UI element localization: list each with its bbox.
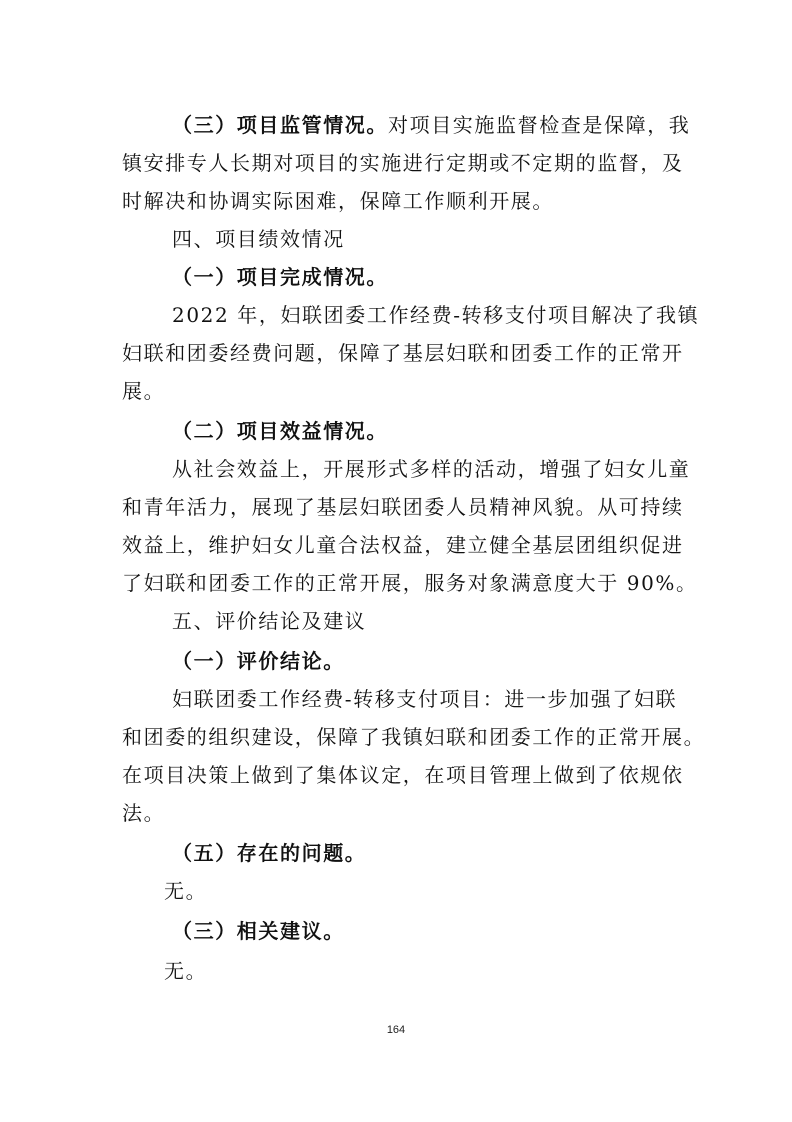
part-5-1-line-4: 法。 <box>122 801 166 825</box>
section-3-paragraph-line-3: 时解决和协调实际困难，保障工作顺利开展。 <box>122 189 554 213</box>
part-5-1-line-2: 和团委的组织建设，保障了我镇妇联和团委工作的正常开展。 <box>122 725 706 749</box>
section-3-paragraph-line-2: 镇安排专人长期对项目的实施进行定期或不定期的监督，及 <box>122 151 684 175</box>
part-4-title: 四、项目绩效情况 <box>172 227 345 251</box>
part-4-2-heading: （二）项目效益情况。 <box>172 419 388 443</box>
part-5-5-text: 无。 <box>164 879 208 903</box>
section-3-heading: （三）项目监管情况。 <box>172 113 388 137</box>
section-3-paragraph-line-1 <box>172 112 690 138</box>
part-5-3-heading: （三）相关建议。 <box>172 919 345 943</box>
part-5-1-line-1: 妇联团委工作经费-转移支付项目：进一步加强了妇联 <box>172 687 678 711</box>
part-5-3-text: 无。 <box>164 959 208 983</box>
part-4-2-line-4: 了妇联和团委工作的正常开展，服务对象满意度大于 90%。 <box>122 571 698 595</box>
part-4-1-line-2: 妇联和团委经费问题，保障了基层妇联和团委工作的正常开 <box>122 341 684 365</box>
part-4-1-line-3: 展。 <box>122 379 166 403</box>
part-4-1-line-1: 2022 年，妇联团委工作经费-转移支付项目解决了我镇 <box>172 303 700 327</box>
part-5-title: 五、评价结论及建议 <box>172 609 367 633</box>
part-5-1-line-3: 在项目决策上做到了集体议定，在项目管理上做到了依规依 <box>122 763 684 787</box>
part-5-5-heading: （五）存在的问题。 <box>172 841 367 865</box>
part-4-2-line-2: 和青年活力，展现了基层妇联团委人员精神风貌。从可持续 <box>122 495 684 519</box>
part-5-1-heading: （一）评价结论。 <box>172 649 345 673</box>
part-4-1-heading: （一）项目完成情况。 <box>172 265 388 289</box>
part-4-2-line-3: 效益上，维护妇女儿童合法权益，建立健全基层团组织促进 <box>122 533 684 557</box>
part-4-2-line-1: 从社会效益上，开展形式多样的活动，增强了妇女儿童 <box>172 457 691 481</box>
page-number: 164 <box>386 1024 406 1036</box>
section-3-text: 对项目实施监督检查是保障，我 <box>388 113 691 137</box>
